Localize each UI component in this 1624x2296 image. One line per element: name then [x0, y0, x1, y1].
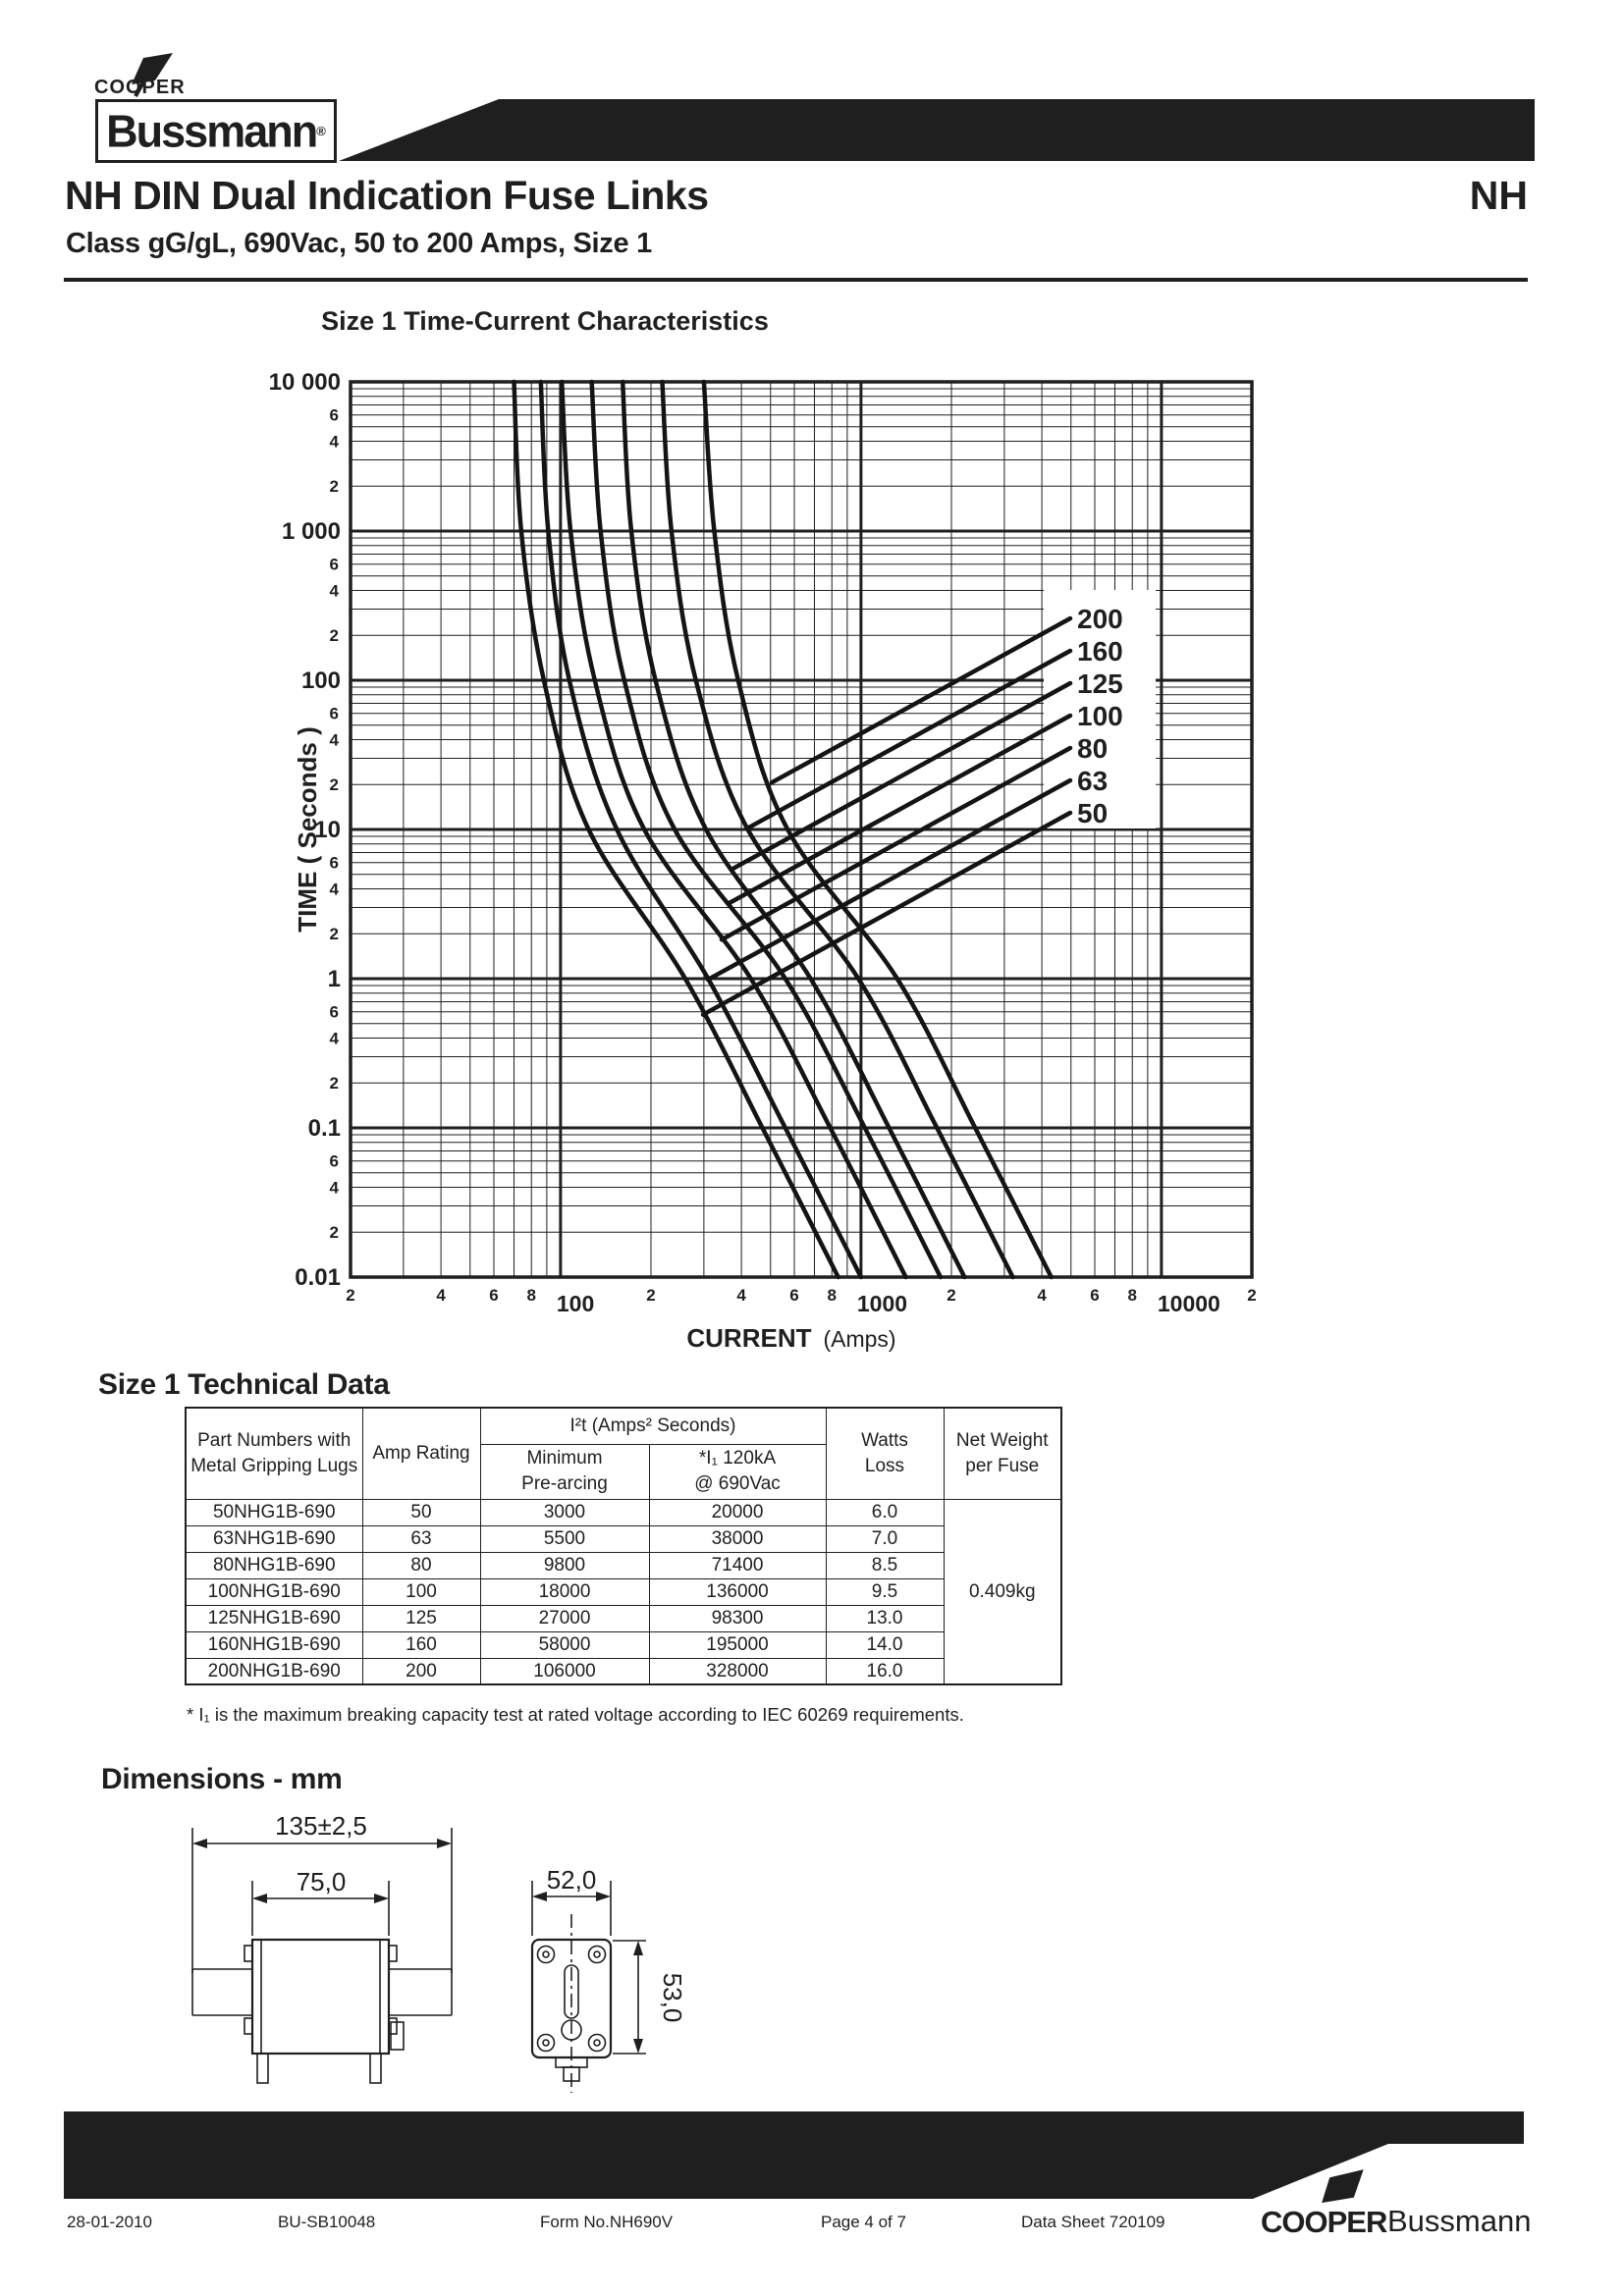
table-cell: 5500 [480, 1525, 649, 1552]
y-minor-tick-label: 4 [329, 1029, 339, 1048]
table-cell: 80 [362, 1552, 480, 1578]
cooper-leaf-icon-footer [1320, 2167, 1366, 2205]
footer-form: Form No.NH690V [540, 2213, 674, 2231]
footer-bussmann-wordmark: Bussmann [1387, 2204, 1532, 2238]
table-cell: 100NHG1B-690 [186, 1578, 362, 1605]
curve-label-80: 80 [1077, 733, 1109, 764]
y-tick-label: 1 [327, 966, 341, 992]
x-minor-tick-label: 2 [947, 1286, 956, 1305]
x-minor-tick-label: 4 [736, 1286, 746, 1305]
y-minor-tick-label: 6 [329, 405, 339, 425]
x-minor-tick-label: 4 [1037, 1286, 1047, 1305]
table-cell: 13.0 [826, 1605, 944, 1631]
footer-black-banner [59, 2103, 1542, 2207]
table-cell: 6.0 [826, 1499, 944, 1525]
footer-date: 28-01-2010 [67, 2213, 152, 2231]
y-minor-tick-label: 2 [329, 775, 339, 795]
dim-label-overall-width: 135±2,5 [275, 1811, 367, 1841]
y-tick-label: 10 000 [268, 369, 341, 396]
header-rule [64, 278, 1528, 282]
table-cell: 50NHG1B-690 [186, 1499, 362, 1525]
table-cell: 328000 [649, 1658, 826, 1684]
table-row [186, 1525, 1061, 1552]
x-axis-title: CURRENT (Amps) [686, 1323, 896, 1353]
x-minor-tick-label: 8 [526, 1286, 536, 1305]
footer-page: Page 4 of 7 [821, 2213, 906, 2231]
y-minor-tick-label: 4 [329, 432, 339, 452]
series-tag: NH [1469, 173, 1528, 218]
y-minor-tick-label: 6 [329, 1002, 339, 1022]
table-cell: 200NHG1B-690 [186, 1658, 362, 1684]
fuse-end-view [532, 1865, 687, 2093]
table-cell: 136000 [649, 1578, 826, 1605]
table-cell: 63 [362, 1525, 480, 1552]
x-tick-label: 10000 [1157, 1291, 1220, 1316]
dim-label-height: 53,0 [658, 1972, 687, 2023]
table-cell: 125 [362, 1605, 480, 1631]
table-header [186, 1408, 1061, 1499]
col-header-i2t-group: I²t (Amps² Seconds) [480, 1408, 826, 1444]
table-cell: 3000 [480, 1499, 649, 1525]
time-current-chart [226, 294, 1296, 1364]
col-header-min-prearcing: Minimum Pre-arcing [480, 1444, 649, 1499]
curve-label-63: 63 [1077, 766, 1109, 796]
x-minor-tick-label: 8 [827, 1286, 837, 1305]
table-cell: 100 [362, 1578, 480, 1605]
y-minor-tick-label: 6 [329, 704, 339, 723]
table-cell: 18000 [480, 1578, 649, 1605]
table-heading: Size 1 Technical Data [98, 1368, 390, 1401]
table-footnote: * I₁ is the maximum breaking capacity test at rated voltage according to IEC 60269 requirements. [187, 1704, 964, 1725]
table-cell: 27000 [480, 1605, 649, 1631]
col-header-part-numbers: Part Numbers with Metal Gripping Lugs [186, 1408, 362, 1499]
table-cell: 9800 [480, 1552, 649, 1578]
y-minor-tick-label: 4 [329, 880, 339, 899]
x-minor-tick-label: 6 [1090, 1286, 1100, 1305]
table-cell: 58000 [480, 1631, 649, 1658]
bussmann-wordmark: Bussmann [106, 104, 317, 157]
y-tick-label: 10 [314, 817, 341, 843]
curve-label-125: 125 [1077, 668, 1123, 699]
cooper-wordmark: COOPER [94, 77, 186, 98]
x-tick-label: 1000 [856, 1291, 908, 1316]
y-axis-title: TIME ( Seconds ) [293, 726, 322, 933]
table-row [186, 1605, 1061, 1631]
technical-data-table [185, 1407, 1062, 1685]
footer-cooper-wordmark: COOPER [1261, 2205, 1387, 2239]
y-minor-tick-label: 2 [329, 1223, 339, 1243]
y-minor-tick-label: 2 [329, 1074, 339, 1094]
y-tick-label: 0.01 [295, 1264, 341, 1291]
curve-label-200: 200 [1077, 604, 1123, 634]
table-row [186, 1499, 1061, 1525]
table-cell: 200 [362, 1658, 480, 1684]
table-cell: 16.0 [826, 1658, 944, 1684]
x-minor-tick-label: 2 [1247, 1286, 1257, 1305]
col-header-net-weight: Net Weight per Fuse [944, 1408, 1061, 1499]
bussmann-logo-box [95, 99, 337, 163]
y-minor-tick-label: 6 [329, 853, 339, 873]
table-cell: 195000 [649, 1631, 826, 1658]
footer-ref: BU-SB10048 [278, 2213, 376, 2231]
y-minor-tick-label: 4 [329, 730, 339, 750]
x-minor-tick-label: 6 [489, 1286, 499, 1305]
table-cell: 14.0 [826, 1631, 944, 1658]
x-tick-label: 100 [556, 1291, 595, 1316]
y-minor-tick-label: 6 [329, 1151, 339, 1171]
dimensions-heading: Dimensions - mm [101, 1763, 343, 1795]
y-minor-tick-label: 2 [329, 626, 339, 646]
x-minor-tick-label: 2 [646, 1286, 656, 1305]
curve-label-50: 50 [1077, 798, 1109, 828]
net-weight-cell: 0.409kg [944, 1499, 1061, 1684]
dim-label-body-width: 75,0 [296, 1867, 347, 1896]
table-cell: 50 [362, 1499, 480, 1525]
table-cell: 63NHG1B-690 [186, 1525, 362, 1552]
table-row [186, 1552, 1061, 1578]
y-minor-tick-label: 6 [329, 555, 339, 574]
table-cell: 7.0 [826, 1525, 944, 1552]
y-minor-tick-label: 4 [329, 581, 339, 601]
table-cell: 125NHG1B-690 [186, 1605, 362, 1631]
col-header-watts-loss: Watts Loss [826, 1408, 944, 1499]
table-cell: 160 [362, 1631, 480, 1658]
footer-sheet: Data Sheet 720109 [1021, 2213, 1165, 2231]
y-tick-label: 0.1 [307, 1115, 341, 1142]
table-cell: 80NHG1B-690 [186, 1552, 362, 1578]
table-cell: 20000 [649, 1499, 826, 1525]
x-minor-tick-label: 6 [789, 1286, 799, 1305]
y-minor-tick-label: 2 [329, 477, 339, 497]
table-cell: 106000 [480, 1658, 649, 1684]
fuse-front-view [192, 1811, 452, 2083]
table-cell: 8.5 [826, 1552, 944, 1578]
page-subtitle: Class gG/gL, 690Vac, 50 to 200 Amps, Size 1 [66, 228, 652, 259]
table-cell: 71400 [649, 1552, 826, 1578]
x-minor-tick-label: 4 [436, 1286, 446, 1305]
y-minor-tick-label: 4 [329, 1178, 339, 1198]
table-row [186, 1578, 1061, 1605]
col-header-i1-120ka: *I₁ 120kA @ 690Vac [649, 1444, 826, 1499]
table-row [186, 1658, 1061, 1684]
table-cell: 9.5 [826, 1578, 944, 1605]
col-header-amp-rating: Amp Rating [362, 1408, 480, 1499]
table-cell: 160NHG1B-690 [186, 1631, 362, 1658]
curve-label-160: 160 [1077, 636, 1123, 667]
x-minor-tick-label: 8 [1127, 1286, 1137, 1305]
curve-leader-63 [708, 780, 1070, 980]
table-body [186, 1499, 1061, 1684]
dim-label-depth: 52,0 [546, 1865, 597, 1895]
y-tick-label: 1 000 [281, 518, 341, 545]
header-black-banner [334, 94, 1537, 163]
table-cell: 38000 [649, 1525, 826, 1552]
table-cell: 98300 [649, 1605, 826, 1631]
y-minor-tick-label: 2 [329, 925, 339, 944]
registered-mark: ® [316, 124, 326, 138]
chart-title: Size 1 Time-Current Characteristics [321, 306, 769, 336]
table-row [186, 1631, 1061, 1658]
dimension-drawings [137, 1801, 687, 2096]
x-minor-tick-label: 2 [346, 1286, 355, 1305]
y-tick-label: 100 [300, 667, 341, 694]
page-title: NH DIN Dual Indication Fuse Links [65, 173, 709, 218]
curve-label-100: 100 [1077, 701, 1123, 731]
